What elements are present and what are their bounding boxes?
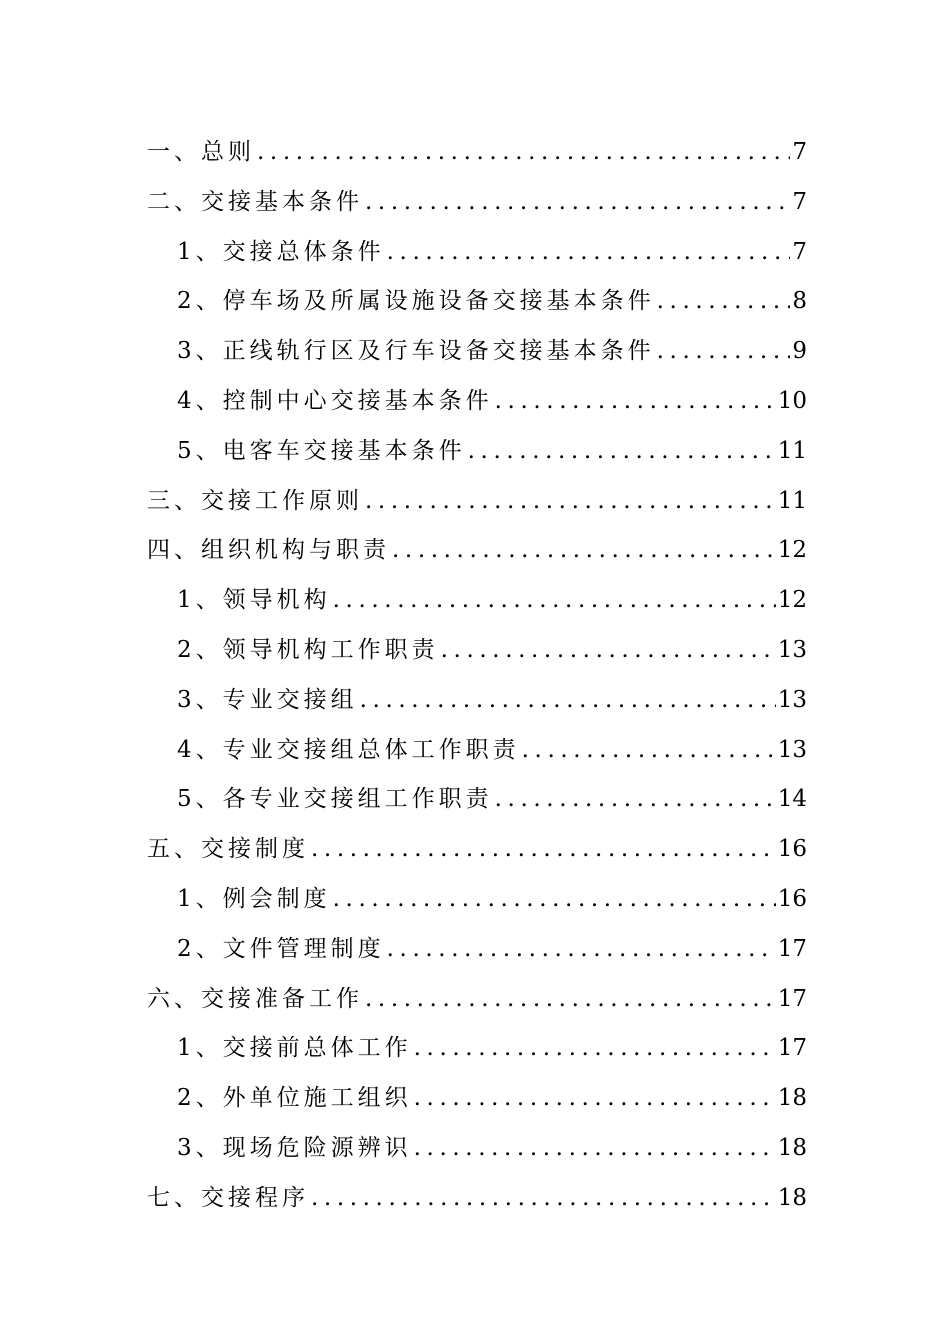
toc-entry-page: 7 [792, 238, 807, 265]
toc-entry-page: 13 [777, 686, 807, 713]
toc-entry-title: 3、专业交接组 [177, 686, 358, 713]
toc-entry-page: 11 [777, 487, 807, 514]
toc-subentry[interactable] [147, 676, 807, 726]
dot-leader [365, 178, 790, 228]
toc-entry[interactable] [147, 1174, 807, 1224]
toc-entry-page: 17 [777, 935, 807, 962]
toc-entry[interactable] [147, 477, 807, 527]
dot-leader [657, 277, 791, 327]
toc-entry-title: 4、专业交接组总体工作职责 [177, 736, 520, 763]
toc-entry-title: 2、外单位施工组织 [177, 1085, 412, 1112]
toc-entry-title: 1、例会制度 [177, 885, 331, 912]
toc-entry-title: 5、各专业交接组工作职责 [177, 786, 493, 813]
toc-entry-title: 二、交接基本条件 [147, 188, 363, 215]
toc-entry-page: 7 [792, 188, 807, 215]
dot-leader [333, 875, 776, 925]
toc-entry-page: 11 [777, 437, 807, 464]
toc-subentry[interactable] [147, 626, 807, 676]
toc-subentry[interactable] [147, 726, 807, 776]
dot-leader [311, 825, 776, 875]
toc-entry-title: 2、领导机构工作职责 [177, 636, 439, 663]
toc-entry-page: 9 [792, 338, 807, 365]
toc-entry-page: 14 [777, 786, 807, 813]
toc-entry-title: 3、现场危险源辨识 [177, 1134, 412, 1161]
toc-subentry[interactable] [147, 377, 807, 427]
toc-entry-title: 1、交接总体条件 [177, 238, 385, 265]
toc-entry-page: 8 [792, 288, 807, 315]
toc-subentry[interactable] [147, 277, 807, 327]
toc-subentry[interactable] [147, 775, 807, 825]
dot-leader [387, 925, 776, 975]
toc-entry-page: 17 [777, 1035, 807, 1062]
toc-entry-page: 18 [777, 1134, 807, 1161]
dot-leader [657, 327, 791, 377]
dot-leader [414, 1024, 776, 1074]
toc-entry-page: 18 [777, 1184, 807, 1211]
toc-entry-page: 7 [792, 139, 807, 165]
toc-entry-title: 2、停车场及所属设施设备交接基本条件 [177, 288, 655, 315]
toc-entry-title: 5、电客车交接基本条件 [177, 437, 466, 464]
dot-leader [387, 228, 791, 278]
dot-leader [257, 128, 790, 178]
toc-entry-title: 1、交接前总体工作 [177, 1035, 412, 1062]
toc-subentry[interactable] [147, 327, 807, 377]
dot-leader [468, 427, 776, 477]
dot-leader [495, 775, 776, 825]
toc-entry[interactable] [147, 825, 807, 875]
toc-entry-page: 17 [777, 985, 807, 1012]
toc-entry[interactable] [147, 526, 807, 576]
toc-entry-title: 七、交接程序 [147, 1184, 309, 1211]
toc-entry-page: 13 [777, 636, 807, 663]
toc-subentry[interactable] [147, 925, 807, 975]
toc-entry-title: 一、总则 [147, 139, 255, 165]
toc-subentry[interactable] [147, 427, 807, 477]
dot-leader [414, 1124, 776, 1174]
toc-entry-title: 四、组织机构与职责 [147, 537, 390, 564]
dot-leader [414, 1074, 776, 1124]
toc-subentry[interactable] [147, 576, 807, 626]
toc-entry-page: 16 [777, 836, 807, 863]
toc-entry-page: 12 [777, 537, 807, 564]
toc-entry-title: 六、交接准备工作 [147, 985, 363, 1012]
toc-entry[interactable] [147, 128, 807, 178]
toc-subentry[interactable] [147, 875, 807, 925]
dot-leader [365, 975, 776, 1025]
dot-leader [441, 626, 776, 676]
toc-entry-page: 18 [777, 1085, 807, 1112]
toc-entry[interactable] [147, 975, 807, 1025]
dot-leader [522, 726, 776, 776]
toc-entry-page: 12 [777, 587, 807, 614]
toc-entry-page: 16 [777, 885, 807, 912]
table-of-contents [147, 128, 807, 1224]
dot-leader [495, 377, 776, 427]
toc-subentry[interactable] [147, 1124, 807, 1174]
toc-entry-page: 10 [777, 387, 807, 414]
dot-leader [333, 576, 776, 626]
toc-entry-title: 4、控制中心交接基本条件 [177, 387, 493, 414]
toc-subentry[interactable] [147, 1074, 807, 1124]
toc-entry[interactable] [147, 178, 807, 228]
toc-subentry[interactable] [147, 228, 807, 278]
toc-entry-title: 三、交接工作原则 [147, 487, 363, 514]
dot-leader [360, 676, 776, 726]
toc-entry-title: 1、领导机构 [177, 587, 331, 614]
toc-entry-title: 2、文件管理制度 [177, 935, 385, 962]
toc-entry-title: 3、正线轨行区及行车设备交接基本条件 [177, 338, 655, 365]
dot-leader [392, 526, 776, 576]
dot-leader [311, 1174, 776, 1224]
toc-entry-title: 五、交接制度 [147, 836, 309, 863]
toc-subentry[interactable] [147, 1024, 807, 1074]
dot-leader [365, 477, 776, 527]
toc-entry-page: 13 [777, 736, 807, 763]
